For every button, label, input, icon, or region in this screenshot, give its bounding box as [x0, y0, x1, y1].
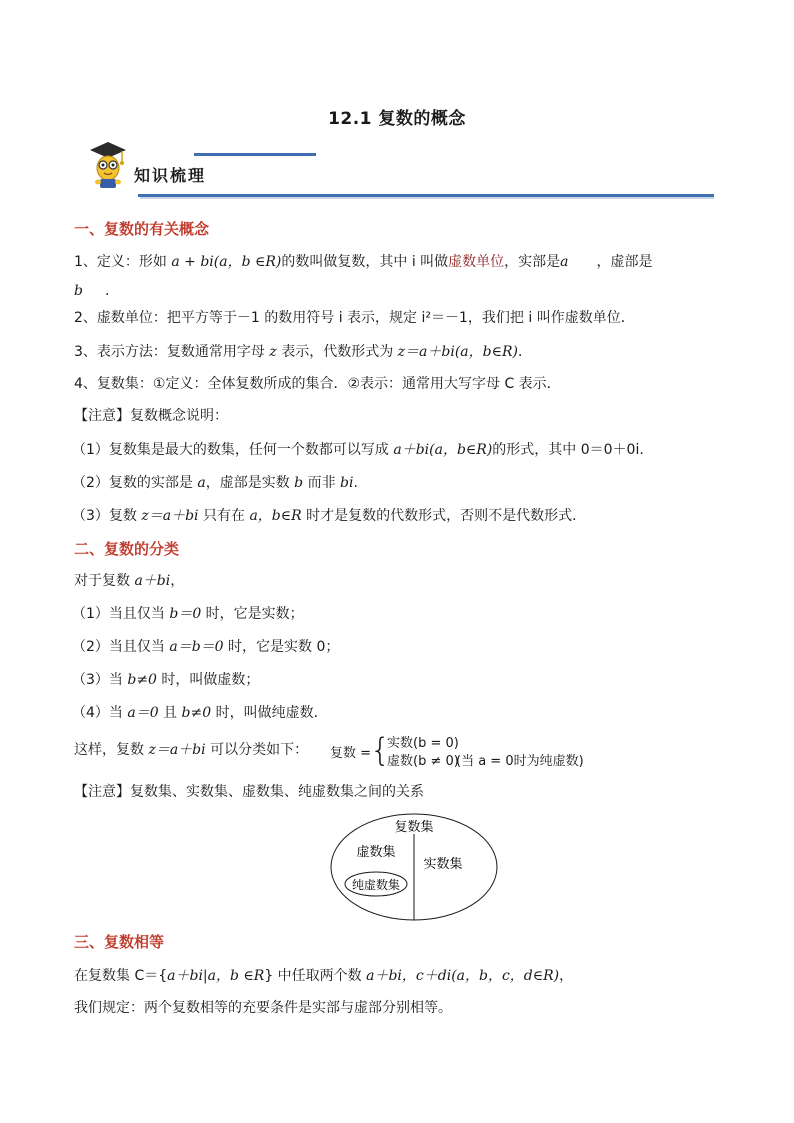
- text: 对于复数: [74, 573, 135, 589]
- section-banner: [76, 138, 716, 206]
- text: ，实部是: [504, 254, 561, 270]
- text: 在复数集 C＝{: [74, 968, 168, 984]
- math-var: b: [294, 475, 304, 491]
- case-4: [72, 703, 328, 723]
- text: 时才是复数的代数形式，否则不是代数形式．: [301, 508, 587, 524]
- text: 时，叫做虚数；: [156, 672, 260, 688]
- text: 3、表示方法：复数通常用字母: [74, 344, 270, 360]
- math-expression: a，b∈R: [249, 508, 302, 524]
- bracket-row-imaginary: 虚数(b ≠ 0): [387, 754, 459, 769]
- math-expression: a＋bi: [134, 573, 171, 589]
- math-expression: b≠0: [127, 672, 157, 688]
- math-expression: a＋bi(a，b∈R): [393, 442, 493, 458]
- text: 时，叫做纯虚数．: [211, 705, 328, 721]
- text: 的形式，其中 0＝0＋0i.: [492, 442, 644, 458]
- complex-set-line: 4、复数集：①定义：全体复数所成的集合．②表示：通常用大写字母 C 表示．: [74, 376, 561, 392]
- text: （1）当且仅当: [72, 606, 170, 622]
- text: 1、定义：形如: [74, 254, 172, 270]
- text: （3）复数: [72, 508, 142, 524]
- math-expression: b＝0: [169, 606, 202, 622]
- text: （2）复数的实部是: [72, 475, 198, 491]
- text: 且: [158, 705, 182, 721]
- math-expression: a + bi(a，b ∈R): [171, 254, 282, 270]
- text: （2）当且仅当: [72, 639, 170, 655]
- banner-underline-shadow: [140, 197, 714, 199]
- text: ，虚部是: [596, 254, 653, 270]
- text: （4）当: [72, 705, 128, 721]
- text: 表示，代数形式为: [276, 344, 398, 360]
- text: 可以分类如下：: [205, 742, 309, 758]
- equality-line-2: 我们规定：两个复数相等的充要条件是实部与虚部分别相等。: [74, 1000, 452, 1016]
- text: 的数叫做复数，其中 i 叫做: [281, 254, 449, 270]
- imaginary-unit-line: 2、虚数单位：把平方等于－1 的数用符号 i 表示，规定 i²＝－1，我们把 i 叫作虚数单位．: [74, 310, 635, 326]
- text: 时，它是实数；: [201, 606, 304, 622]
- definition-line: [74, 252, 653, 272]
- venn-label-pure: 纯虚数集: [351, 878, 401, 892]
- classification-lead: [74, 740, 308, 760]
- note-label: 【注意】复数概念说明：: [74, 408, 228, 424]
- text: ，: [170, 573, 185, 589]
- relation-note: 【注意】复数集、实数集、虚数集、纯虚数集之间的关系: [74, 784, 424, 800]
- page-title: 12.1 复数的概念: [328, 109, 466, 129]
- math-var: bi: [340, 475, 354, 491]
- text: ．: [517, 344, 532, 360]
- case-3: [72, 670, 259, 690]
- venn-label-imaginary: 虚数集: [356, 845, 396, 860]
- math-var: a: [560, 254, 569, 270]
- text: ，虚部是实数: [205, 475, 295, 491]
- text: .: [353, 475, 358, 491]
- text: 只有在: [198, 508, 250, 524]
- note-line: [74, 406, 228, 426]
- graduate-mascot-icon: [84, 138, 132, 190]
- notation-line: [74, 342, 532, 362]
- text: 而非: [303, 475, 341, 491]
- section-heading-equality: 三、复数相等: [74, 933, 165, 951]
- math-expression: z＝a＋bi: [148, 742, 206, 758]
- text: （3）当: [72, 672, 128, 688]
- math-expression: a＝0: [127, 705, 159, 721]
- text: ，: [559, 968, 574, 984]
- math-var: b: [74, 283, 83, 299]
- case-2: [72, 637, 339, 657]
- math-expression: z＝a＋bi: [141, 508, 199, 524]
- section-heading-concepts: 一、复数的有关概念: [74, 220, 210, 238]
- venn-label-complex: 复数集: [394, 820, 434, 835]
- equality-line-1: [74, 966, 573, 986]
- text: （1）复数集是最大的数集，任何一个数都可以写成: [72, 442, 394, 458]
- section-heading-classification: 二、复数的分类: [74, 540, 180, 558]
- text: 时，它是实数 0；: [223, 639, 340, 655]
- bracket-prefix: 复数 =: [330, 746, 372, 761]
- venn-label-real: 实数集: [423, 857, 463, 872]
- bracket-pure-note: (当 a = 0时为纯虚数): [456, 754, 584, 769]
- left-brace: {: [370, 731, 391, 769]
- math-expression: b≠0: [181, 705, 212, 721]
- highlight-term: 虚数单位: [448, 254, 505, 270]
- math-expression: a＋bi|a，b ∈R: [167, 968, 265, 984]
- note-item-2: [72, 473, 358, 493]
- case-1: [72, 604, 304, 624]
- math-var: a: [197, 475, 206, 491]
- note-item-3: [72, 506, 586, 526]
- classification-bracket: [330, 730, 660, 772]
- venn-diagram: [330, 812, 498, 922]
- banner-top-line: [194, 153, 316, 156]
- note-item-1: [72, 440, 644, 460]
- text: 这样，复数: [74, 742, 149, 758]
- text: } 中任取两个数: [264, 968, 367, 984]
- math-expression: a＋bi，c＋di(a，b，c，d∈R): [366, 968, 560, 984]
- definition-line-cont: [74, 281, 109, 301]
- math-var: z: [269, 344, 277, 360]
- classification-intro: [74, 571, 184, 591]
- math-expression: z＝a＋bi(a，b∈R): [397, 344, 518, 360]
- math-expression: a＝b＝0: [169, 639, 224, 655]
- text: .: [104, 283, 110, 299]
- bracket-row-real: 实数(b = 0): [387, 736, 459, 751]
- banner-label: 知识梳理: [134, 166, 207, 185]
